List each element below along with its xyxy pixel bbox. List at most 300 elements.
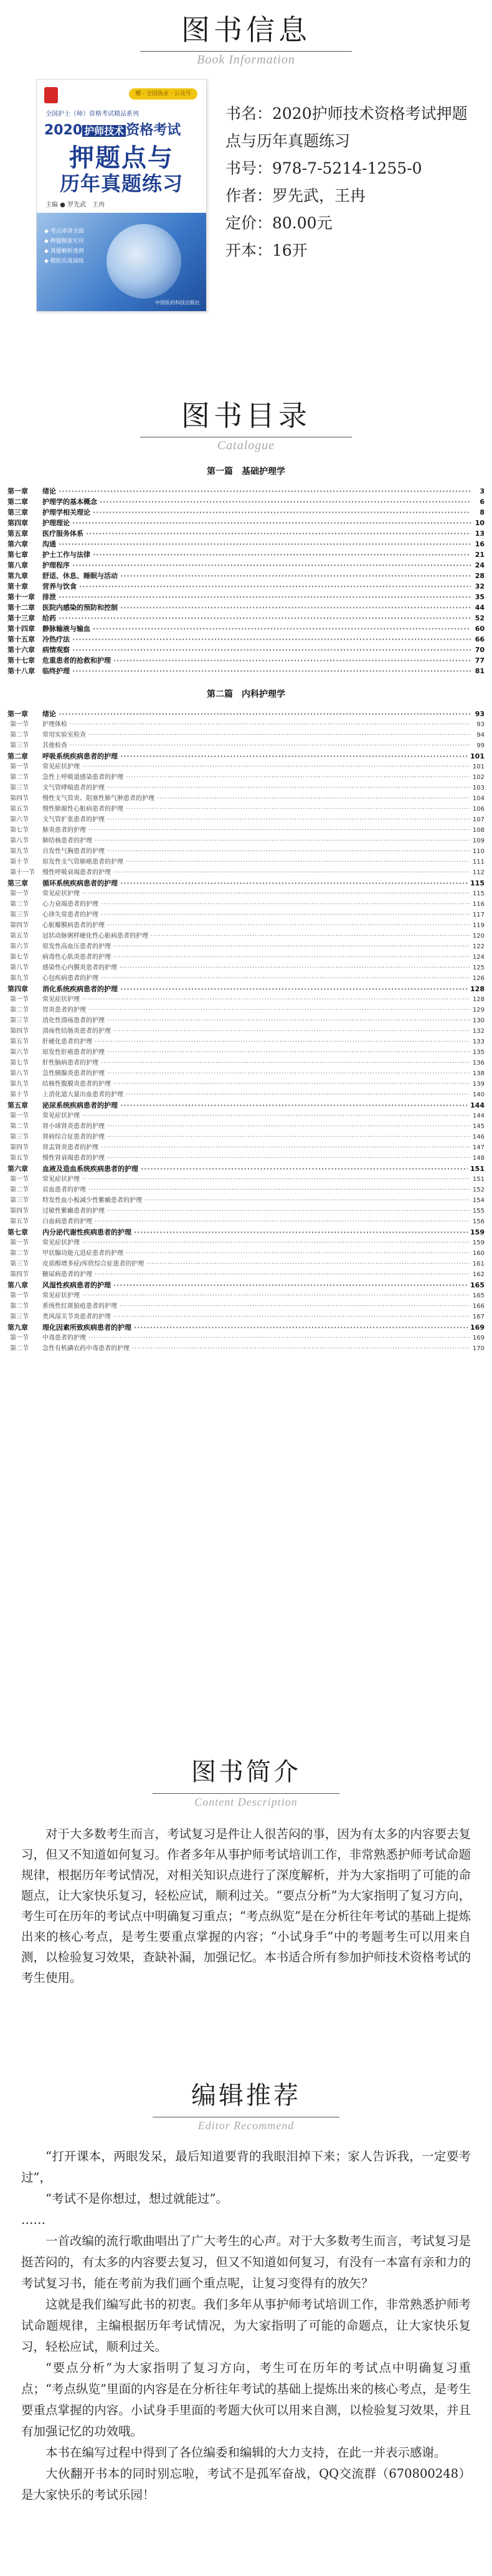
toc-leader-dots [144,1195,470,1206]
toc-section-row [7,899,485,910]
toc-number: 第三节 [10,1017,29,1024]
book-isbn-field: 书号：978-7-5214-1255-0 [225,159,422,177]
toc-leader-dots [107,1121,470,1132]
toc-page-number: 44 [475,604,485,612]
toc-section-row [7,1111,485,1121]
toc-section-row [7,730,485,740]
toc-number: 第四节 [10,922,29,929]
toc-page-number: 148 [472,1155,485,1162]
toc-number: 第十章 [7,582,28,590]
toc-number: 第一节 [10,890,29,897]
toc-page-number: 108 [472,827,485,834]
toc-page-number: 94 [476,732,485,739]
recommend-header [0,2078,492,2134]
toc-page-number: 102 [472,774,485,781]
toc-number: 第十一节 [10,869,35,876]
toc-title: 血液及造血系统疾病患者的护理 [42,1165,138,1173]
recommend-heading: 编辑推荐 [191,2081,301,2110]
recommend-paragraph: …… [21,2213,45,2227]
toc-number: 第一节 [10,1176,29,1183]
toc-leader-dots [59,613,471,623]
toc-number: 第三节 [10,785,29,791]
toc-section-row [7,814,485,825]
toc-leader-dots [107,1206,470,1216]
toc-page-number: 160 [472,1250,485,1257]
toc-title: 冷热疗法 [42,635,70,643]
toc-leader-dots [82,1238,470,1248]
toc-section-row [7,889,485,899]
toc-page-number: 116 [472,901,485,908]
toc-section-row [7,772,485,783]
toc-title: 绪论 [42,710,56,718]
toc-number: 第六节 [10,1049,29,1056]
toc-leader-dots [126,1090,470,1100]
toc-number: 第十三章 [7,614,35,622]
toc-leader-dots [126,772,470,783]
toc-title: 急性有机磷农药中毒患者的护理 [42,1345,130,1352]
toc-leader-dots [88,1185,470,1195]
toc-page-number: 126 [472,975,485,982]
toc-number: 第八节 [10,1070,29,1077]
toc-number: 第五节 [10,1038,29,1045]
cover-title-line2: 历年真题练习 [59,172,183,195]
toc-number: 第一节 [10,721,29,728]
toc-section-row [7,1343,485,1354]
toc-title: 冠状动脉粥样硬化性心脏病患者的护理 [42,933,148,940]
toc-section-row [7,1005,485,1015]
toc-leader-dots [95,1269,470,1280]
toc-page-number: 167 [472,1314,485,1320]
toc-title: 常见症状护理 [42,1113,80,1119]
toc-title: 贫血患者的护理 [42,1187,86,1193]
toc-section-row [7,1068,485,1079]
toc-leader-dots [101,910,470,920]
toc-leader-dots [72,560,471,571]
toc-page-number: 152 [472,1187,485,1193]
toc-title: 排泄 [42,593,56,601]
table-of-contents [0,465,492,1354]
cover-series: 全国护士（师）资格考试精品系列 [45,111,139,118]
toc-title: 危重患者的抢救和护理 [42,656,111,665]
toc-leader-dots [95,1037,470,1047]
toc-leader-dots [82,1111,470,1121]
book-info-fields [207,79,473,312]
toc-title: 中毒患者的护理 [42,1335,86,1342]
toc-number: 第七章 [7,1228,28,1236]
toc-title: 呼吸系统疾病患者的护理 [42,752,118,760]
toc-page-number: 24 [475,561,485,569]
recommend-paragraph: 大伙翻开书本的同时别忘啦，考试不是孤军奋战，QQ交流群（670800248）是大家快乐的考试乐园！ [21,2466,471,2502]
toc-leader-dots [93,623,471,634]
toc-page-number: 125 [472,964,485,971]
toc-number: 第二节 [10,1187,29,1193]
toc-section-row [7,857,485,867]
toc-title: 医疗服务体系 [42,530,83,538]
toc-leader-dots [113,1026,470,1037]
toc-page-number: 133 [472,1038,485,1045]
toc-page-number: 151 [470,1165,485,1173]
toc-title: 溃疡性结肠炎患者的护理 [42,1028,111,1035]
toc-page-number: 165 [470,1281,485,1289]
toc-title: 护理学的基本概念 [42,498,97,506]
toc-leader-dots [107,846,470,857]
toc-number: 第九章 [7,572,28,580]
toc-page-number: 151 [472,1176,485,1183]
toc-title: 心包疾病患者的护理 [42,975,98,982]
toc-number: 第四节 [10,795,29,802]
toc-page-number: 124 [472,954,485,961]
toc-page-number: 156 [472,1218,485,1225]
toc-number: 第十二章 [7,604,35,612]
toc-section-row [7,1090,485,1100]
toc-leader-dots [120,1301,470,1312]
toc-leader-dots [113,867,470,878]
toc-title: 肺炎患者的护理 [42,827,86,834]
toc-leader-dots [120,602,471,613]
toc-leader-dots [107,814,470,825]
toc-leader-dots [82,1174,470,1185]
toc-chapter-row [7,1227,485,1238]
toc-title: 理化因素所致疾病患者的护理 [42,1323,131,1332]
recommend-paragraph: “考试不是你想过，想过就能过”。 [45,2191,228,2206]
toc-section-row [7,1037,485,1047]
toc-title: 其他检查 [42,742,67,749]
toc-section-row [7,783,485,793]
toc-page-number: 77 [475,656,485,665]
toc-chapter-row [7,655,485,666]
catalogue-header [0,398,492,454]
toc-leader-dots [95,1216,470,1227]
toc-number: 第三节 [10,1261,29,1267]
toc-number: 第九章 [7,1323,28,1332]
book-price-field: 定价：80.00元 [225,214,333,232]
toc-title: 常见症状护理 [42,996,80,1003]
toc-section-row [7,740,485,751]
toc-page-number: 120 [472,933,485,940]
toc-title: 急性胰腺炎患者的护理 [42,1070,105,1077]
toc-number: 第十五章 [7,635,35,643]
toc-leader-dots [126,1248,470,1259]
toc-number: 第四节 [10,1028,29,1035]
toc-page-number: 135 [472,1049,485,1056]
toc-section-row [7,1333,485,1343]
toc-number: 第二章 [7,752,28,760]
toc-page-number: 155 [472,1208,485,1215]
toc-page-number: 166 [472,1303,485,1310]
toc-title: 静脉输液与输血 [42,625,90,633]
toc-chapter-row [7,571,485,581]
toc-number: 第八节 [10,838,29,844]
toc-leader-dots [107,1015,470,1026]
toc-leader-dots [59,709,471,719]
toc-title: 上消化道大量出血患者的护理 [42,1091,123,1098]
toc-number: 第二节 [10,1303,29,1310]
toc-title: 内分泌代谢性疾病患者的护理 [42,1228,131,1236]
toc-leader-dots [82,1290,470,1301]
toc-page-number: 101 [472,763,485,770]
toc-title: 类风湿关节炎患者的护理 [42,1314,111,1320]
toc-chapter-row [7,1100,485,1111]
toc-title: 常见症状护理 [42,763,80,770]
toc-title: 常见症状护理 [42,1176,80,1183]
toc-section-row [7,1047,485,1058]
toc-section-row [7,931,485,941]
toc-number: 第二节 [10,732,29,739]
toc-title: 结核性腹膜炎患者的护理 [42,1081,111,1088]
toc-chapter-row [7,549,485,560]
toc-section-row [7,762,485,772]
toc-title: 常见症状护理 [42,1239,80,1246]
toc-chapter-row [7,602,485,613]
toc-number: 第十四章 [7,625,35,633]
toc-page-number: 8 [480,508,485,516]
toc-section-row [7,846,485,857]
toc-section-row [7,1312,485,1322]
recommend-paragraph: 本书在编写过程中得到了各位编委和编辑的大力支持，在此一并表示感谢。 [45,2445,447,2460]
toc-page-number: 140 [472,1091,485,1098]
toc-page-number: 159 [470,1228,485,1236]
toc-title: 过敏性紫癜患者的护理 [42,1208,105,1215]
toc-title: 心力衰竭患者的护理 [42,901,98,908]
toc-number: 第七节 [10,1060,29,1066]
toc-number: 第九节 [10,975,29,982]
toc-leader-dots [70,719,471,730]
cover-authors: 主编 ● 罗先武 王冉 [45,202,105,208]
toc-leader-dots [59,592,471,602]
toc-page-number: 21 [475,551,485,559]
toc-section-row [7,920,485,931]
toc-number: 第四节 [10,1208,29,1215]
toc-title: 护理学相关理论 [42,508,90,516]
toc-page-number: 99 [476,742,485,749]
toc-number: 第三节 [10,1197,29,1204]
toc-number: 第十七章 [7,656,35,665]
toc-number: 第五节 [10,1218,29,1225]
recommend-body [0,2146,492,2506]
toc-title: 特发性血小板减少性紫癜患者的护理 [42,1197,142,1204]
cover-title-line1: 押题点与 [69,144,174,172]
toc-page-number: 169 [470,1323,485,1332]
toc-part2-list [7,709,485,1354]
toc-chapter-row [7,984,485,994]
toc-number: 第六节 [10,943,29,950]
toc-title: 风湿性疾病患者的护理 [42,1281,111,1289]
toc-title: 慢性呼吸衰竭患者的护理 [42,869,111,876]
toc-part1-list [7,486,485,676]
toc-number: 第七章 [7,551,28,559]
toc-title: 医院内感染的预防和控制 [42,604,118,612]
toc-chapter-row [7,528,485,539]
publisher-logo-icon [44,87,58,103]
toc-part-title: 第一篇 基础护理学 [207,467,285,477]
toc-number: 第一节 [10,763,29,770]
toc-page-number: 6 [480,498,485,506]
toc-leader-dots [113,1280,468,1290]
toc-title: 胃炎患者的护理 [42,1007,86,1014]
toc-page-number: 109 [472,838,485,844]
toc-title: 常见症状护理 [42,890,80,897]
toc-part-title: 第二篇 内科护理学 [207,689,285,699]
toc-page-number: 128 [470,985,485,993]
toc-number: 第十八章 [7,667,35,675]
toc-page-number: 169 [472,1335,485,1342]
toc-title: 肝性脑病患者的护理 [42,1060,98,1066]
toc-page-number: 93 [475,710,485,718]
toc-page-number: 110 [472,848,485,855]
toc-number: 第十节 [10,859,29,866]
recommend-paragraph: 一首改编的流行歌曲唱出了广大考生的心声。对于大多数考生而言，考试复习是挺苦闷的，有太多的内容要去复习，但又不知道如何复习，有没有一本富有亲和力的考试复习书，能在考前为我们画个重点呢，让复习变得有的放矢？ [21,2234,471,2290]
toc-number: 第一节 [10,1292,29,1299]
toc-number: 第一节 [10,1113,29,1119]
toc-number: 第二节 [10,1007,29,1014]
toc-page-number: 145 [472,1123,485,1130]
cover-publisher: 中国医药科技出版社 [155,300,200,306]
toc-page-number: 3 [480,487,485,495]
toc-number: 第六节 [10,816,29,823]
toc-number: 第九节 [10,848,29,855]
toc-chapter-row [7,486,485,497]
toc-title: 舒适、休息、睡眠与活动 [42,572,118,580]
toc-title: 糖尿病患者的护理 [42,1271,92,1278]
toc-title: 甲状腺功能亢进症患者的护理 [42,1250,123,1257]
toc-leader-dots [59,486,471,497]
toc-number: 第三节 [10,1314,29,1320]
toc-leader-dots [79,581,471,592]
toc-section-row [7,1174,485,1185]
toc-chapter-row [7,613,485,623]
toc-section-row [7,1301,485,1312]
toc-chapter-row [7,645,485,655]
toc-section-row [7,941,485,952]
toc-leader-dots [107,1132,470,1142]
toc-leader-dots [70,740,471,751]
recommend-paragraph: “打开课本，两眼发呆，最后知道要背的我眼泪掉下来；家人告诉我，一定要考过”， [21,2149,471,2185]
book-info-section [0,0,492,392]
toc-page-number: 147 [472,1144,485,1151]
toc-title: 肺结核患者的护理 [42,838,92,844]
cover-points: ◆ 考点串讲全面 ◆ 押题精准实用 ◆ 真题解析透彻 ◆ 模拟实战演练 [44,228,84,264]
toc-page-number: 104 [472,795,485,802]
toc-title: 皮质醇增多症/库欣综合征患者的护理 [42,1261,144,1267]
toc-leader-dots [146,1259,470,1269]
toc-chapter-row [7,581,485,592]
toc-chapter-row [7,878,485,889]
toc-chapter-row [7,507,485,518]
toc-number: 第四章 [7,985,28,993]
toc-page-number: 111 [472,859,485,866]
toc-page-number: 144 [470,1101,485,1109]
toc-title: 肾小球肾炎患者的护理 [42,1123,105,1130]
toc-page-number: 66 [475,635,485,643]
toc-page-number: 16 [475,540,485,548]
toc-section-row [7,1026,485,1037]
toc-title: 常见症状护理 [42,1292,80,1299]
toc-title: 护理理论 [42,519,70,527]
toc-section-row [7,1015,485,1026]
toc-title: 支气管哮喘患者的护理 [42,785,105,791]
toc-page-number: 170 [472,1345,485,1352]
toc-leader-dots [113,655,471,666]
toc-title: 原发性支气管肺癌患者的护理 [42,859,123,866]
toc-number: 第八章 [7,1281,28,1289]
toc-chapter-row [7,634,485,645]
toc-page-number: 52 [475,614,485,622]
toc-number: 第一节 [10,996,29,1003]
toc-number: 第十节 [10,1091,29,1098]
book-info-header [0,12,492,68]
toc-page-number: 103 [472,785,485,791]
toc-number: 第三节 [10,742,29,749]
cover-globe-graphic [106,224,181,299]
toc-number: 第八章 [7,561,28,569]
toc-page-number: 13 [475,530,485,538]
toc-page-number: 101 [470,752,485,760]
toc-chapter-row [7,1164,485,1174]
toc-page-number: 159 [472,1239,485,1246]
toc-title: 消化性溃疡患者的护理 [42,1017,105,1024]
toc-number: 第十一章 [7,593,35,601]
toc-title: 病情观察 [42,646,70,654]
toc-page-number: 28 [475,572,485,580]
toc-title: 绪论 [42,487,56,495]
toc-leader-dots [120,984,468,994]
toc-number: 第二节 [10,1250,29,1257]
intro-paragraph: 对于大多数考生而言，考试复习是件让人很苦闷的事，因为有太多的内容要去复习，但又不知道如何复习。作者多年从事护师考试培训工作，非常熟悉护师考试命题规律，根据历年考试情况，对相关知识点进行了深度解析，并为大家指明了可能的命题点，让大家快乐复习，轻松应试，顺利过关。“要点分析”为大家指明了复习方向，考生可在历年的考试点中明确复习重点；“考点纵览”是在分析往年考试的基础上提炼出来的核心考点，是考生要重点掌握的内容；“小试身手”中的考题考生可以用来自测，以检验复习效果，查缺补漏，加强记忆。本书适合所有参加护师技术资格考试的考生使用。 [21,1827,471,1985]
toc-number: 第八节 [10,964,29,971]
toc-section-row [7,1058,485,1068]
toc-title: 消化系统疾病患者的护理 [42,985,118,993]
toc-title: 白血病患者的护理 [42,1218,92,1225]
toc-page-number: 161 [472,1261,485,1267]
toc-chapter-row [7,751,485,762]
intro-subheading: Content Description [194,1796,298,1808]
toc-title: 支气管扩张患者的护理 [42,816,105,823]
toc-title: 给药 [42,614,56,622]
toc-leader-dots [93,507,471,518]
toc-leader-dots [72,666,471,676]
toc-leader-dots [120,963,470,973]
intro-heading: 图书简介 [191,1758,301,1786]
toc-page-number: 81 [475,667,485,675]
toc-leader-dots [101,1142,470,1153]
toc-leader-dots [88,730,471,740]
toc-section-row [7,1238,485,1248]
toc-page-number: 117 [472,912,485,918]
toc-leader-dots [88,1333,470,1343]
toc-title: 急性上呼吸道感染患者的护理 [42,774,123,781]
toc-chapter-row [7,560,485,571]
toc-page-number: 122 [472,943,485,950]
toc-section-row [7,1185,485,1195]
toc-title: 肾盂肾炎患者的护理 [42,1144,98,1151]
toc-leader-dots [120,571,471,581]
toc-section-row [7,1248,485,1259]
toc-section-row [7,1216,485,1227]
toc-section-row [7,1153,485,1164]
toc-leader-dots [151,931,470,941]
toc-chapter-row [7,623,485,634]
toc-leader-dots [86,528,471,539]
catalogue-section [0,392,492,1748]
toc-number: 第一章 [7,487,28,495]
toc-leader-dots [101,1058,470,1068]
toc-number: 第九节 [10,1081,29,1088]
toc-title: 常用实验室检查 [42,732,86,739]
toc-number: 第四章 [7,519,28,527]
toc-title: 系统性红斑狼疮患者的护理 [42,1303,117,1310]
toc-leader-dots [88,825,470,836]
toc-number: 第一节 [10,1239,29,1246]
